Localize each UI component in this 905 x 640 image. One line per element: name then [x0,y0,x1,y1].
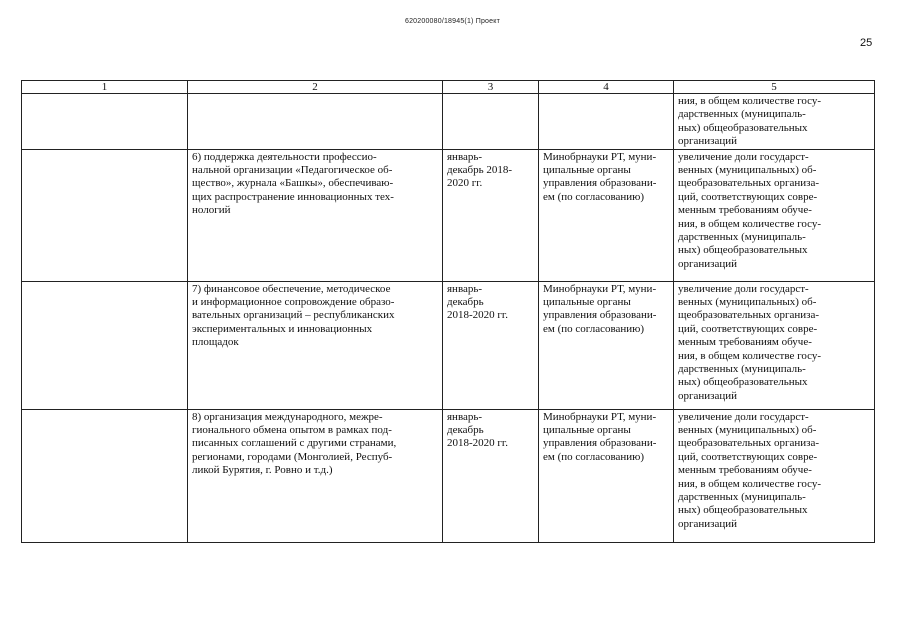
table-row [22,281,875,409]
column-header-1: 1 [22,81,188,94]
cell-responsible: Минобрнауки РТ, муни- ципальные органы управления образовани- ем (по согласованию) [539,149,674,281]
measures-table [21,80,875,543]
cell-empty [22,281,188,409]
cell-empty [22,149,188,281]
cell-responsible [539,94,674,150]
cell-period [443,94,539,150]
cell-result: увеличение доли государст- венных (муниципальных) об- щеобразовательных организа- ций, соответствующих совре- менным требованиям обуче- ния, в общем количестве госу- дарственных (муниципаль- ных) общеобразовательных организаций [674,281,875,409]
document-id-header: 620200080/18945(1) Проект [404,18,500,25]
cell-period: январь- декабрь 2018- 2020 гг. [443,149,539,281]
column-header-3: 3 [443,81,539,94]
table-row [22,94,875,150]
table-row [22,409,875,542]
cell-measure: 6) поддержка деятельности профессио- нальной организации «Педагогическое об- щество», журнала «Башкы», обеспечиваю- щих распространение инновационных тех- нологий [188,149,443,281]
cell-result: увеличение доли государст- венных (муниципальных) об- щеобразовательных организа- ций, соответствующих совре- менным требованиям обуче- ния, в общем количестве госу- дарственных (муниципаль- ных) общеобразовательных организаций [674,409,875,542]
cell-result: ния, в общем количестве госу- дарственных (муниципаль- ных) общеобразовательных организаций [674,94,875,150]
cell-period: январь- декабрь 2018-2020 гг. [443,281,539,409]
cell-empty [22,94,188,150]
page-number: 25 [860,37,873,49]
cell-empty [22,409,188,542]
table-row [22,149,875,281]
cell-measure: 7) финансовое обеспечение, методическое и информационное сопровождение образо- вательных организаций – республиканских экспериментальных и инновационных площадок [188,281,443,409]
cell-measure: 8) организация международного, межре- гионального обмена опытом в рамках под- писанных соглашений с другими странами, регионами, городами (Монголией, Респуб- ликой Бурятия, г. Ровно и т.д.) [188,409,443,542]
column-number-row [22,81,875,94]
column-header-2: 2 [188,81,443,94]
cell-result: увеличение доли государст- венных (муниципальных) об- щеобразовательных организа- ций, соответствующих совре- менным требованиям обуче- ния, в общем количестве госу- дарственных (муниципаль- ных) общеобразовательных организаций [674,149,875,281]
cell-measure [188,94,443,150]
cell-responsible: Минобрнауки РТ, муни- ципальные органы управления образовани- ем (по согласованию) [539,409,674,542]
cell-responsible: Минобрнауки РТ, муни- ципальные органы управления образовани- ем (по согласованию) [539,281,674,409]
column-header-5: 5 [674,81,875,94]
column-header-4: 4 [539,81,674,94]
cell-period: январь- декабрь 2018-2020 гг. [443,409,539,542]
